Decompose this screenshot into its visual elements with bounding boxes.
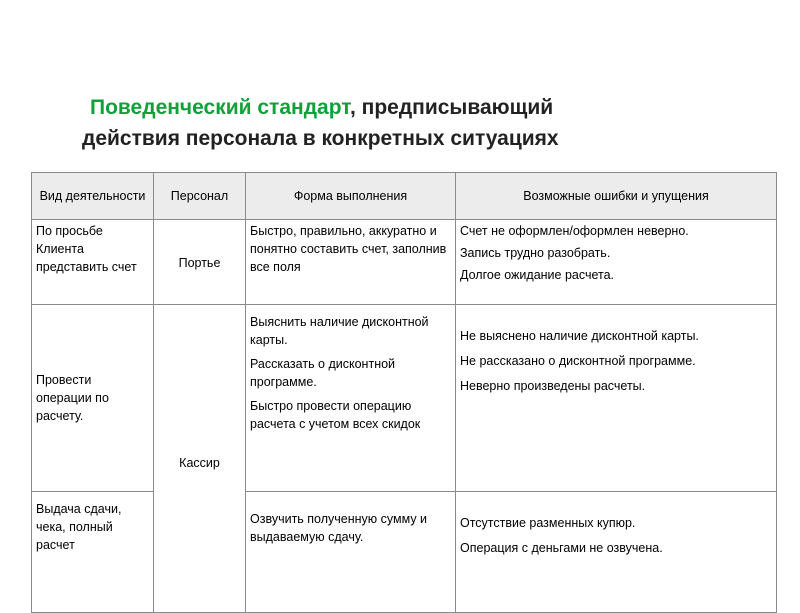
activity-cell: По просьбе Клиента представить счет: [32, 220, 154, 305]
table-row: [32, 305, 777, 492]
procedure-item: Рассказать о дисконтной программе.: [250, 357, 396, 389]
title-line-2: действия персонала в конкретных ситуациях: [82, 127, 559, 150]
error-item: Не рассказано о дисконтной программе.: [460, 354, 696, 368]
title-highlight: Поведенческий стандарт: [90, 96, 350, 119]
header-errors: Возможные ошибки и упущения: [456, 173, 777, 220]
table-row: [32, 492, 777, 613]
procedure-item: Быстро провести операцию расчета с учетом всех скидок: [250, 399, 421, 431]
activity-cell: Провести операции по расчету.: [32, 305, 154, 492]
errors-cell: [456, 305, 777, 492]
error-item: Запись трудно разобрать.: [460, 246, 611, 260]
header-staff: Персонал: [154, 173, 246, 220]
errors-cell: [456, 492, 777, 613]
procedure-cell: [246, 492, 456, 613]
error-item: Счет не оформлен/оформлен неверно.: [460, 224, 689, 238]
errors-cell: [456, 220, 777, 305]
staff-cell: Портье: [154, 220, 246, 305]
procedure-item: Выяснить наличие дисконтной карты.: [250, 315, 429, 347]
table-header-row: [32, 173, 777, 220]
header-activity: Вид деятельности: [32, 173, 154, 220]
error-item: Неверно произведены расчеты.: [460, 379, 646, 393]
activity-cell: Выдача сдачи, чека, полный расчет: [32, 492, 154, 613]
procedure-cell: [246, 220, 456, 305]
title-line-1: [90, 92, 553, 123]
behavior-standard-table: [31, 172, 777, 613]
staff-cell: Кассир: [154, 305, 246, 613]
error-item: Отсутствие разменных купюр.: [460, 516, 636, 530]
procedure-item: Озвучить полученную сумму и выдаваемую сдачу.: [250, 512, 428, 544]
table-row: [32, 220, 777, 305]
title-line-1-rest: , предписывающий: [349, 96, 554, 119]
error-item: Долгое ожидание расчета.: [460, 268, 615, 282]
header-procedure: Форма выполнения: [246, 173, 456, 220]
procedure-item: Быстро, правильно, аккуратно и понятно составить счет, заполнив все поля: [250, 224, 447, 274]
error-item: Операция с деньгами не озвучена.: [460, 541, 663, 555]
procedure-cell: [246, 305, 456, 492]
error-item: Не выяснено наличие дисконтной карты.: [460, 329, 699, 343]
